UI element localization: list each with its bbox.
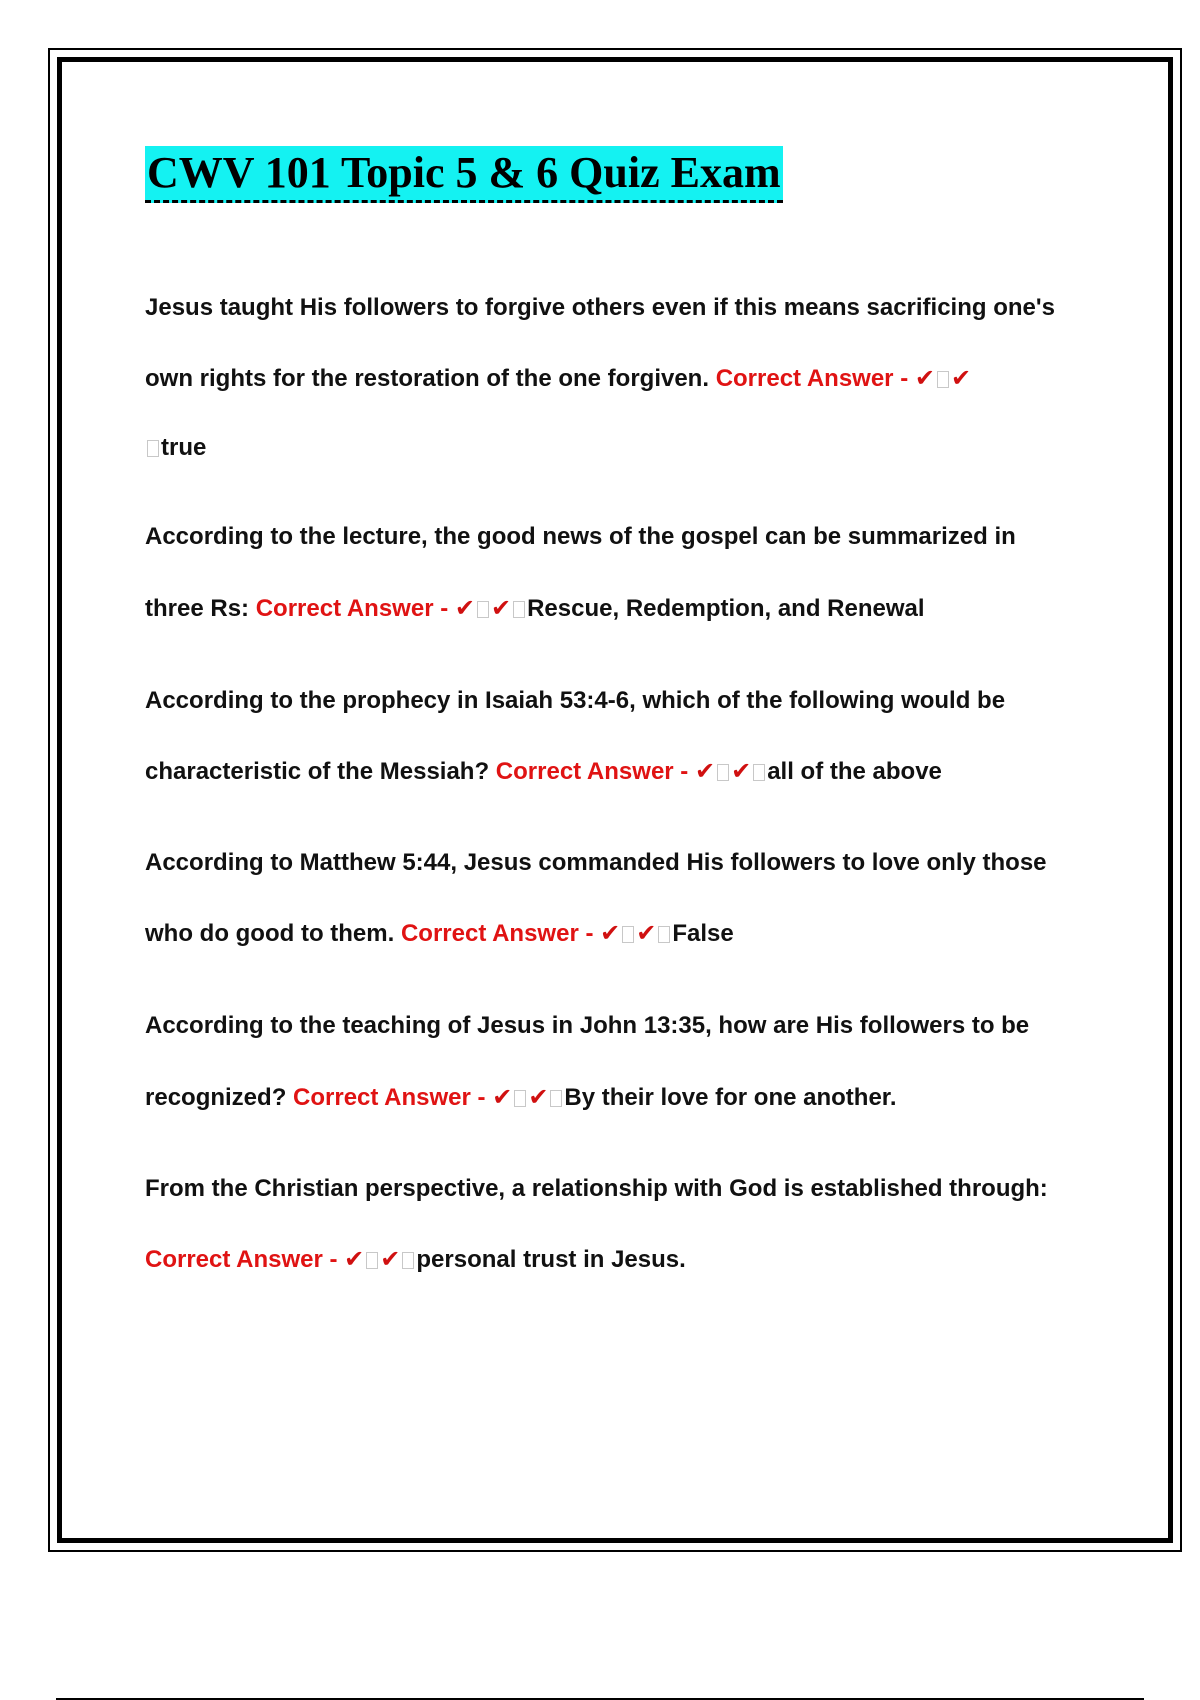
missing-glyph-icon — [402, 1252, 414, 1269]
missing-glyph-icon — [366, 1252, 378, 1269]
question-2-answer: Rescue, Redemption, and Renewal — [527, 595, 925, 622]
missing-glyph-icon — [477, 601, 489, 618]
question-1-text: own rights for the restoration of the one forgiven. — [145, 365, 710, 392]
check-icon: ✔ — [344, 1245, 365, 1273]
correct-answer-label: Correct Answer - — [145, 1246, 338, 1273]
correct-answer-label: Correct Answer - — [293, 1084, 486, 1111]
missing-glyph-icon — [550, 1090, 562, 1107]
question-4-line-1: According to Matthew 5:44, Jesus commanded His followers to love only those — [145, 849, 1047, 876]
check-icon: ✔ — [380, 1245, 401, 1273]
missing-glyph-icon — [147, 440, 159, 457]
check-icon: ✔ — [490, 594, 512, 622]
page-border-inner — [57, 57, 1173, 1543]
question-6-line-1: From the Christian perspective, a relationship with God is established through: — [145, 1175, 1048, 1202]
question-6-answer: personal trust in Jesus. — [416, 1246, 686, 1273]
question-1-line-1: Jesus taught His followers to forgive others even if this means sacrificing one's — [145, 294, 1055, 321]
question-5-answer: By their love for one another. — [564, 1084, 897, 1111]
missing-glyph-icon — [622, 926, 634, 943]
question-1-answer: true — [161, 434, 207, 461]
check-icon: ✔ — [950, 364, 972, 392]
question-3-line-1: According to the prophecy in Isaiah 53:4-6, which of the following would be — [145, 687, 1006, 714]
question-1-line-2 — [145, 363, 971, 394]
check-icon: ✔ — [454, 594, 475, 622]
question-3-line-2 — [145, 756, 942, 787]
correct-answer-label: Correct Answer - — [495, 758, 689, 785]
question-3-answer: all of the above — [767, 758, 942, 785]
check-icon: ✔ — [492, 1083, 513, 1111]
correct-answer-label: Correct Answer - — [255, 595, 449, 622]
question-5-line-1: According to the teaching of Jesus in John 13:35, how are His followers to be — [145, 1012, 1030, 1039]
question-4-answer: False — [672, 920, 734, 947]
missing-glyph-icon — [937, 371, 949, 388]
check-icon: ✔ — [528, 1083, 549, 1111]
check-icon: ✔ — [600, 919, 621, 947]
question-5-text: recognized? — [145, 1084, 287, 1111]
correct-answer-label: Correct Answer - — [400, 920, 594, 947]
missing-glyph-icon — [513, 601, 525, 618]
check-icon: ✔ — [914, 364, 935, 392]
question-3-text: characteristic of the Messiah? — [145, 758, 490, 785]
missing-glyph-icon — [658, 926, 670, 943]
missing-glyph-icon — [514, 1090, 526, 1107]
missing-glyph-icon — [717, 764, 729, 781]
check-icon: ✔ — [731, 757, 752, 785]
question-2-line-2 — [145, 593, 925, 624]
question-5-line-2 — [145, 1082, 896, 1113]
question-6-line-2 — [145, 1244, 686, 1275]
document-title: CWV 101 Topic 5 & 6 Quiz Exam — [145, 146, 783, 203]
question-1-answer-line — [145, 433, 206, 463]
question-4-line-2 — [145, 918, 734, 949]
question-2-line-1: According to the lecture, the good news of the gospel can be summarized in — [145, 523, 1016, 550]
question-2-text: three Rs: — [145, 595, 250, 622]
check-icon: ✔ — [694, 757, 716, 785]
correct-answer-label: Correct Answer - — [715, 365, 909, 392]
question-4-text: who do good to them. — [145, 920, 395, 947]
title-container — [145, 146, 783, 203]
check-icon: ✔ — [636, 919, 657, 947]
missing-glyph-icon — [753, 764, 765, 781]
